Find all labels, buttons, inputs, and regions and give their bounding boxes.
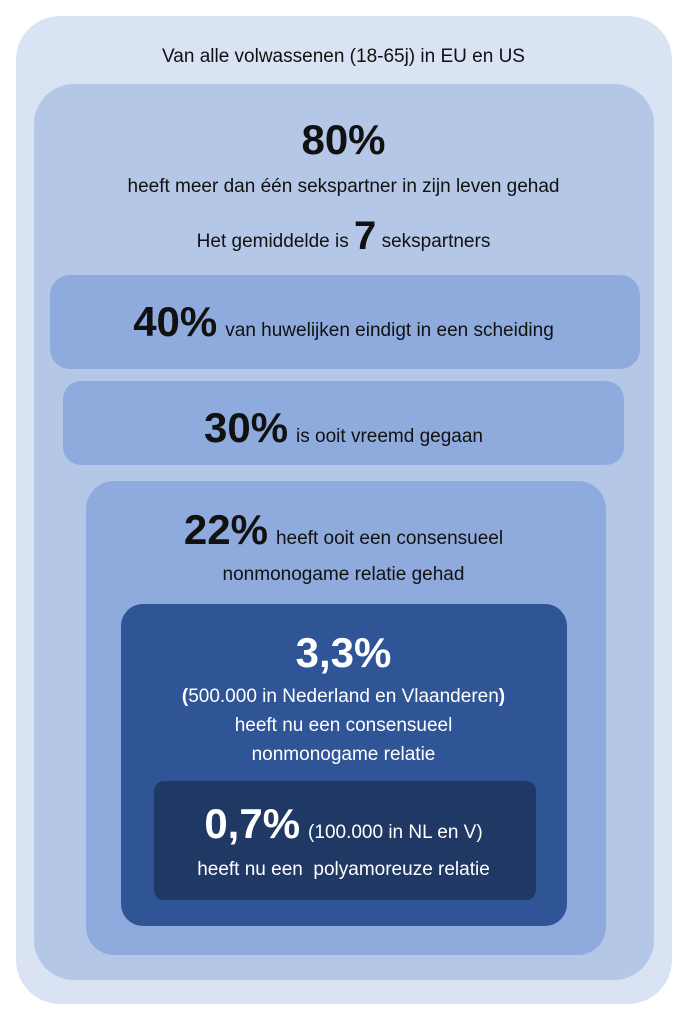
paren-close: ) bbox=[498, 686, 506, 707]
stat-0-7-desc: heeft nu een polyamoreuze relatie bbox=[197, 859, 490, 880]
stat-22-desc-2: nonmonogame relatie gehad bbox=[222, 564, 465, 585]
stat-40-desc: van huwelijken eindigt in een scheiding bbox=[225, 320, 554, 341]
average-suffix: sekspartners bbox=[381, 231, 491, 252]
stat-0-7-count: (100.000 in NL en V) bbox=[308, 822, 483, 843]
stat-average-line bbox=[0, 214, 687, 259]
stat-80-value: 80% bbox=[301, 116, 386, 163]
stat-30-value: 30% bbox=[203, 404, 289, 451]
stat-22-line bbox=[0, 506, 687, 554]
header-text: Van alle volwassenen (18-65j) in EU en US bbox=[162, 46, 525, 67]
average-value: 7 bbox=[354, 214, 377, 258]
stat-30-line bbox=[0, 404, 687, 452]
average-prefix: Het gemiddelde is bbox=[196, 231, 349, 252]
paren-open: ( bbox=[181, 686, 189, 707]
stat-40-value: 40% bbox=[133, 298, 218, 345]
stat-3-3-desc-2: nonmonogame relatie bbox=[251, 744, 436, 765]
stat-22-value: 22% bbox=[183, 506, 268, 553]
stat-3-3-count bbox=[0, 686, 687, 708]
stat-0-7-value: 0,7% bbox=[204, 800, 301, 847]
stat-22-desc-1: heeft ooit een consensueel bbox=[275, 528, 504, 549]
stat-3-3-desc-1: heeft nu een consensueel bbox=[234, 715, 453, 736]
stat-30-desc: is ooit vreemd gegaan bbox=[296, 426, 483, 447]
stat-0-7-line bbox=[0, 800, 687, 848]
stat-3-3-value: 3,3% bbox=[295, 629, 392, 676]
stat-80-desc: heeft meer dan één sekspartner in zijn leven gehad bbox=[127, 176, 560, 197]
stat-40-line bbox=[0, 298, 687, 346]
count-text: 500.000 in Nederland en Vlaanderen bbox=[188, 686, 499, 707]
